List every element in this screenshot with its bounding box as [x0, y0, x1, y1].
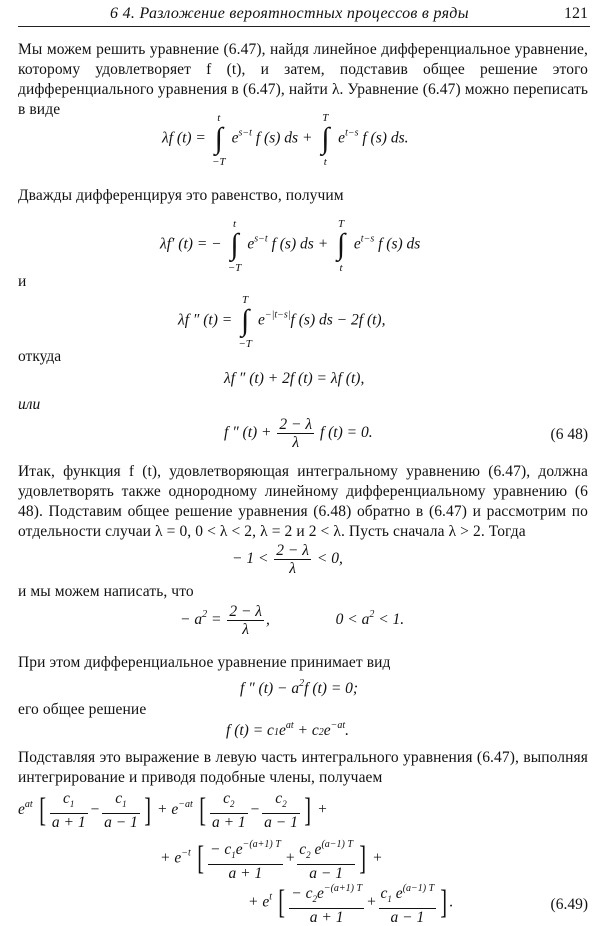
- paragraph-cases: Итак, функция f (t), удовлетворяющая интегральному уравнению (6.47), должна удовлетворять также однородному линейному дифференциальному уравнению (6 48). Подставим общее решение уравнения (6.48) обратно в (6.47) и рассмотрим по отдельности случаи λ = 0, 0 < λ < 2, λ = 2 и 2 < λ. Пусть сначала λ > 2. Тогда: [18, 463, 588, 540]
- paragraph-substitute: Подставляя это выражение в левую часть интегрального уравнения (6.47), выполняя интегрирование и приводя подобные члены, получаем: [18, 749, 588, 786]
- word-and: и: [18, 273, 27, 290]
- equation-integral-form: λf (t) = t ∫ −T $e^{s-t}$ f (s) ds + T ∫ t $e^{t-s}$ f (s) ds.: [162, 112, 409, 168]
- paragraph-general-solution: его общее решение: [18, 701, 147, 718]
- header-rule: [18, 26, 590, 27]
- word-whence: откуда: [18, 348, 62, 365]
- paragraph-intro: Мы можем решить уравнение (6.47), найдя линейное дифференциальное уравнение, которому удовлетворяет f (t), и затем, подставив общее решение этого дифференциального уравнения в (6.47), найти λ. Уравнение (6.47) можно переписать в виде: [18, 41, 588, 118]
- page-number: 121: [564, 5, 588, 22]
- equation-ode: f ″ $(t) - a^2f$ (t) = 0;: [240, 678, 359, 697]
- running-head: 6 4. Разложение вероятностных процессов в ряды: [110, 5, 469, 22]
- equation-general-solution: f $(t) = c1e^{at} + c2e^{-at}$.: [226, 720, 350, 739]
- equation-number-6-49: (6.49): [550, 896, 588, 913]
- equation-second-derivative: λf ″ (t) = T ∫ −T $e^{-|t-s|}f$ (s) ds − 2f (t),: [178, 294, 386, 350]
- equation-number-6-48: (6 48): [550, 426, 588, 443]
- equation-combined: λf ″ (t) + 2f (t) = λf (t),: [224, 370, 365, 387]
- paragraph-takes-form: При этом дифференциальное уравнение принимает вид: [18, 654, 391, 671]
- equation-a-squared: − $a^2$ = $\frac{2 - \lambda}{\lambda}$ , $0 < a^2 < 1$.: [180, 603, 405, 638]
- equation-6-49-line-2: + $e^{-t}$ [ $\frac{- c_1e^{-(a+1) T}}{a + 1}$ + $\frac{c_2 e^{(a-1) T}}{a - 1}$ ] +: [160, 836, 383, 882]
- word-or: или: [18, 396, 41, 413]
- equation-first-derivative: λf′ (t) = − t ∫ −T $e^{s-t}$ f (s) ds + T ∫ t $e^{t-s}$ f (s) ds: [160, 218, 421, 274]
- paragraph-write: и мы можем написать, что: [18, 583, 194, 600]
- equation-6-49-line-1: $e^{at}$ [ $\frac{c_1}{a + 1}$ − $\frac{c_1}{a - 1}$ ] + $e^{-at}$ [ $\frac{c_2}{a + 1}$ − $\frac{c_2}{a - 1}$ ] +: [18, 790, 328, 832]
- equation-6-48: f ″ (t) + $\frac{2 - \lambda}{\lambda}$ f (t) = 0.: [224, 416, 373, 451]
- equation-6-49-line-3: + $e^t$ [ $\frac{- c_2e^{-(a+1) T}}{a + 1}$ + $\frac{c_1 e^{(a-1) T}}{a - 1}$ ] .: [248, 880, 453, 926]
- paragraph-differentiate: Дважды дифференцируя это равенство, получим: [18, 187, 344, 204]
- equation-inequality: − 1 < $\frac{2 - \lambda}{\lambda}$ < 0,: [232, 542, 343, 577]
